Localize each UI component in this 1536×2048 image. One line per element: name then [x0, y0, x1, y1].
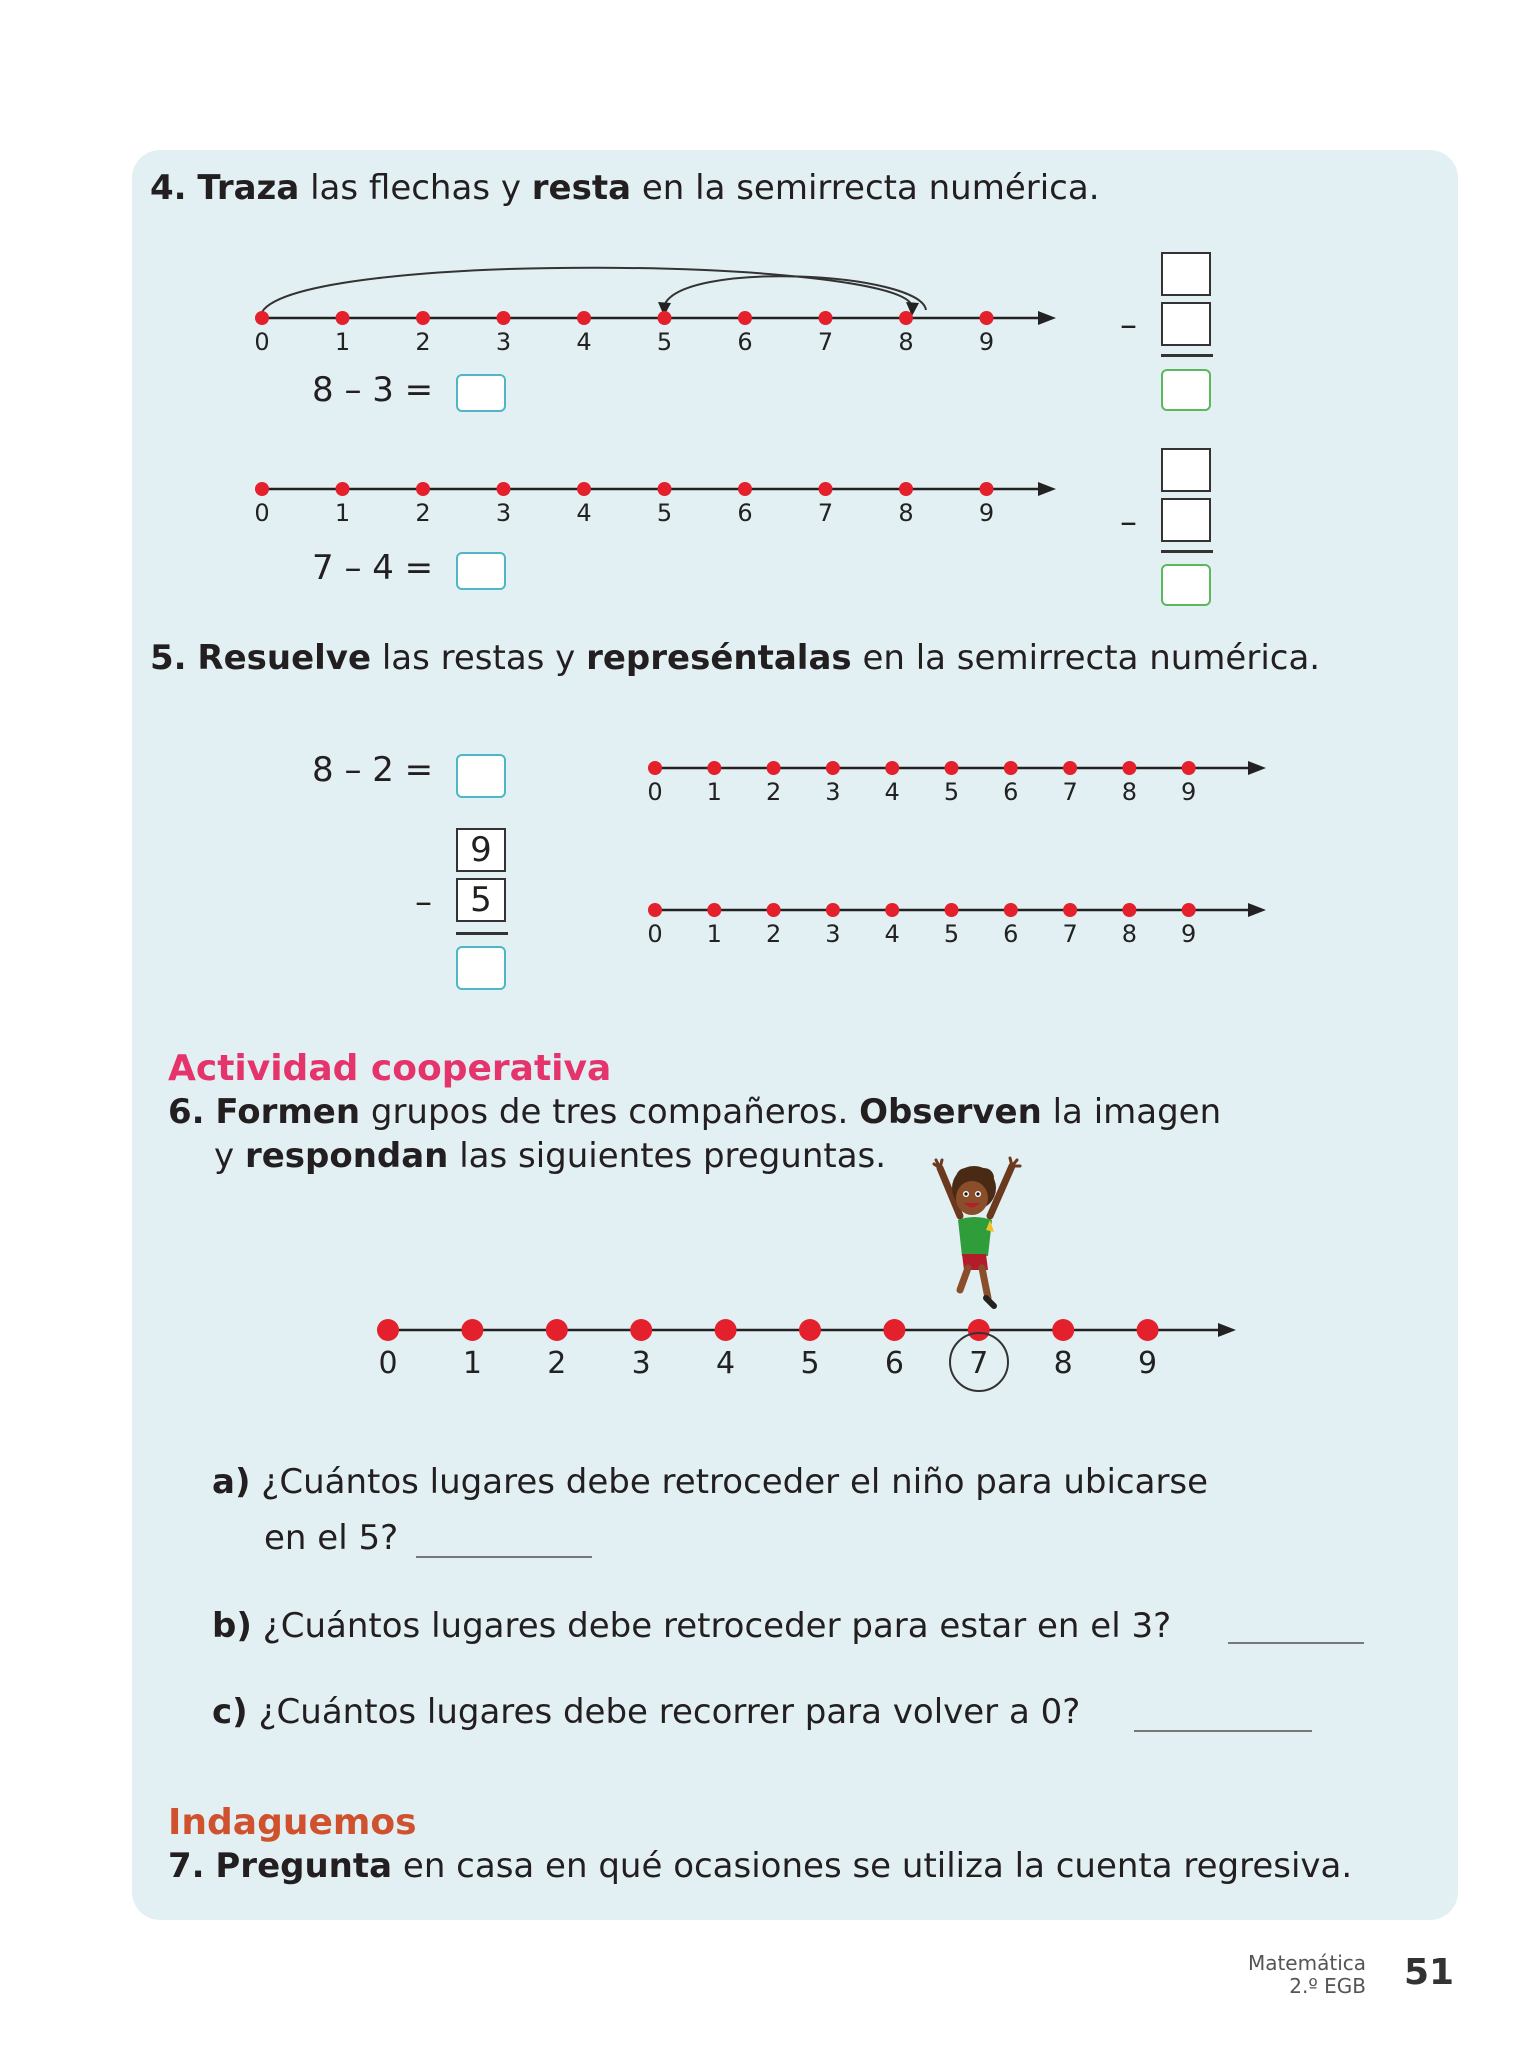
page-number: 51 — [1404, 1952, 1455, 1993]
number-line-dot — [945, 761, 959, 775]
vertical-top-box-1[interactable] — [1161, 252, 1211, 296]
number-line-dot — [767, 761, 781, 775]
question-c: c) ¿Cuántos lugares debe recorrer para volver a 0? — [212, 1692, 1081, 1732]
number-line-dot — [715, 1319, 737, 1341]
jumping-boy-illustration — [930, 1158, 1030, 1318]
vertical-top-9: 9 — [456, 828, 506, 872]
number-line-dot — [336, 482, 350, 496]
number-line-label: 1 — [334, 499, 351, 527]
number-line-label: 8 — [898, 499, 914, 527]
number-line-dot — [630, 1319, 652, 1341]
answer-box-8-3[interactable] — [456, 374, 506, 412]
number-line-dot — [416, 482, 430, 496]
number-line-label: 6 — [1003, 778, 1019, 806]
number-line-dot — [1137, 1319, 1159, 1341]
number-line-label: 6 — [737, 328, 753, 356]
vertical-bottom-5: 5 — [456, 878, 506, 922]
number-line-dot — [497, 482, 511, 496]
number-line-label: 2 — [415, 499, 431, 527]
equation-8-2: 8 – 2 = — [312, 750, 434, 790]
number-line-dot — [577, 482, 591, 496]
number-line-dot — [648, 761, 662, 775]
number-line-dot — [885, 903, 899, 917]
number-line-label: 9 — [1181, 920, 1197, 948]
number-line-5a — [640, 740, 1260, 840]
answer-box-7-4[interactable] — [456, 552, 506, 590]
number-line-dot — [826, 903, 840, 917]
exercise-panel — [132, 150, 1458, 1920]
number-line-label: 8 — [898, 328, 914, 356]
number-line-label: 0 — [378, 1346, 398, 1381]
number-line-label: 8 — [1053, 1346, 1073, 1381]
number-line-label: 6 — [884, 1346, 904, 1381]
grade-label: 2.º EGB — [1289, 1974, 1366, 1998]
sum-line — [1161, 550, 1213, 553]
number-line-label: 7 — [1062, 920, 1078, 948]
question-a-line2: en el 5? — [264, 1518, 399, 1558]
number-line-label: 2 — [415, 328, 431, 356]
number-line-dot — [1004, 761, 1018, 775]
footer-subject — [1248, 1952, 1366, 1998]
number-line-dot — [577, 311, 591, 325]
number-line-dot — [255, 311, 269, 325]
number-line-dot — [738, 311, 752, 325]
number-line-label: 0 — [647, 920, 663, 948]
number-line-label: 4 — [576, 328, 592, 356]
inquiry-heading: Indaguemos — [168, 1802, 417, 1843]
number-line-dot — [799, 1319, 821, 1341]
number-line-label: 5 — [656, 499, 673, 527]
equation-8-3: 8 – 3 = — [312, 370, 434, 410]
number-line-label: 0 — [254, 328, 270, 356]
number-line-label: 9 — [978, 499, 995, 527]
number-line-dot — [658, 482, 672, 496]
minus-sign: – — [415, 882, 432, 922]
number-line-label: 9 — [978, 328, 995, 356]
number-line-dot — [461, 1319, 483, 1341]
answer-line-c[interactable] — [1134, 1730, 1312, 1732]
answer-line-a[interactable] — [416, 1556, 592, 1558]
vertical-answer-box-2[interactable] — [1161, 564, 1211, 606]
subject-label: Matemática — [1247, 1951, 1366, 1975]
vertical-bottom-box-1[interactable] — [1161, 302, 1211, 346]
number-line-6 — [360, 1300, 1240, 1420]
number-line-label: 3 — [495, 499, 512, 527]
number-line-dot — [255, 482, 269, 496]
number-line-label: 7 — [817, 499, 834, 527]
number-line-dot — [658, 311, 672, 325]
number-line-label: 4 — [716, 1346, 736, 1381]
number-line-label: 8 — [1121, 778, 1138, 806]
number-line-dot — [377, 1319, 399, 1341]
number-line-label: 6 — [737, 499, 753, 527]
number-line-label: 9 — [1181, 778, 1197, 806]
number-line-dot — [1182, 903, 1196, 917]
number-line-label: 8 — [1121, 920, 1138, 948]
exercise-4-instruction: 4. Traza las flechas y resta en la semirrecta numérica. — [150, 168, 1100, 208]
number-line-5b — [640, 882, 1260, 982]
number-line-label: 0 — [254, 499, 270, 527]
number-line-label: 5 — [943, 778, 960, 806]
number-line-label: 5 — [943, 920, 960, 948]
number-line-label: 9 — [1138, 1346, 1158, 1381]
equation-7-4: 7 – 4 = — [312, 548, 434, 588]
number-line-dot — [497, 311, 511, 325]
number-line-dot — [707, 761, 721, 775]
number-line-label: 4 — [884, 778, 900, 806]
number-line-dot — [885, 761, 899, 775]
number-line-dot — [767, 903, 781, 917]
number-line-label: 7 — [817, 328, 834, 356]
minus-sign: – — [1120, 502, 1137, 542]
number-line-label: 7 — [969, 1346, 989, 1381]
number-line-label: 1 — [706, 778, 722, 806]
number-line-label: 5 — [656, 328, 673, 356]
number-line-label: 6 — [1003, 920, 1019, 948]
number-line-dot — [899, 311, 913, 325]
number-line-dot — [1182, 761, 1196, 775]
number-line-4a — [240, 250, 1060, 360]
number-line-dot — [1063, 761, 1077, 775]
number-line-dot — [1122, 903, 1136, 917]
number-line-dot — [968, 1319, 990, 1341]
question-b: b) ¿Cuántos lugares debe retroceder para estar en el 3? — [212, 1606, 1172, 1646]
vertical-answer-box-9-5[interactable] — [456, 946, 506, 990]
minus-sign: – — [1120, 305, 1137, 345]
number-line-dot — [819, 311, 833, 325]
number-line-dot — [883, 1319, 905, 1341]
number-line-label: 2 — [765, 778, 782, 806]
answer-line-b[interactable] — [1228, 1642, 1364, 1644]
number-line-dot — [648, 903, 662, 917]
number-line-dot — [738, 482, 752, 496]
number-line-label: 1 — [462, 1346, 482, 1381]
number-line-dot — [1122, 761, 1136, 775]
number-line-4b — [240, 425, 1060, 535]
number-line-dot — [1052, 1319, 1074, 1341]
number-line-label: 3 — [825, 778, 841, 806]
sum-line — [456, 932, 508, 935]
number-line-label: 1 — [334, 328, 351, 356]
number-line-dot — [1004, 903, 1018, 917]
number-line-dot — [899, 482, 913, 496]
number-line-label: 3 — [631, 1346, 651, 1381]
number-line-dot — [707, 903, 721, 917]
number-line-dot — [546, 1319, 568, 1341]
number-line-dot — [980, 482, 994, 496]
vertical-top-box-2[interactable] — [1161, 448, 1211, 492]
number-line-label: 3 — [825, 920, 841, 948]
number-line-label: 0 — [647, 778, 663, 806]
question-a-line1: a) ¿Cuántos lugares debe retroceder el niño para ubicarse — [212, 1462, 1209, 1502]
number-line-dot — [826, 761, 840, 775]
number-line-label: 5 — [800, 1346, 820, 1381]
number-line-dot — [416, 311, 430, 325]
number-line-dot — [819, 482, 833, 496]
exercise-6-instruction-line1: 6. Formen grupos de tres compañeros. Observen la imagen — [168, 1092, 1222, 1132]
number-line-label: 4 — [576, 499, 592, 527]
vertical-bottom-box-2[interactable] — [1161, 498, 1211, 542]
number-line-dot — [336, 311, 350, 325]
number-line-dot — [945, 903, 959, 917]
number-line-label: 3 — [495, 328, 512, 356]
number-line-dot — [1063, 903, 1077, 917]
number-line-label: 2 — [547, 1346, 567, 1381]
exercise-7-instruction: 7. Pregunta en casa en qué ocasiones se utiliza la cuenta regresiva. — [168, 1846, 1353, 1886]
number-line-label: 1 — [706, 920, 722, 948]
exercise-6-instruction-line2: y respondan las siguientes preguntas. — [214, 1136, 887, 1176]
answer-box-8-2[interactable] — [456, 754, 506, 798]
sum-line — [1161, 354, 1213, 357]
number-line-dot — [980, 311, 994, 325]
cooperative-heading: Actividad cooperativa — [168, 1048, 612, 1089]
number-line-label: 7 — [1062, 778, 1078, 806]
vertical-answer-box-1[interactable] — [1161, 369, 1211, 411]
exercise-5-instruction: 5. Resuelve las restas y represéntalas en la semirrecta numérica. — [150, 638, 1321, 678]
number-line-label: 2 — [765, 920, 782, 948]
number-line-label: 4 — [884, 920, 900, 948]
